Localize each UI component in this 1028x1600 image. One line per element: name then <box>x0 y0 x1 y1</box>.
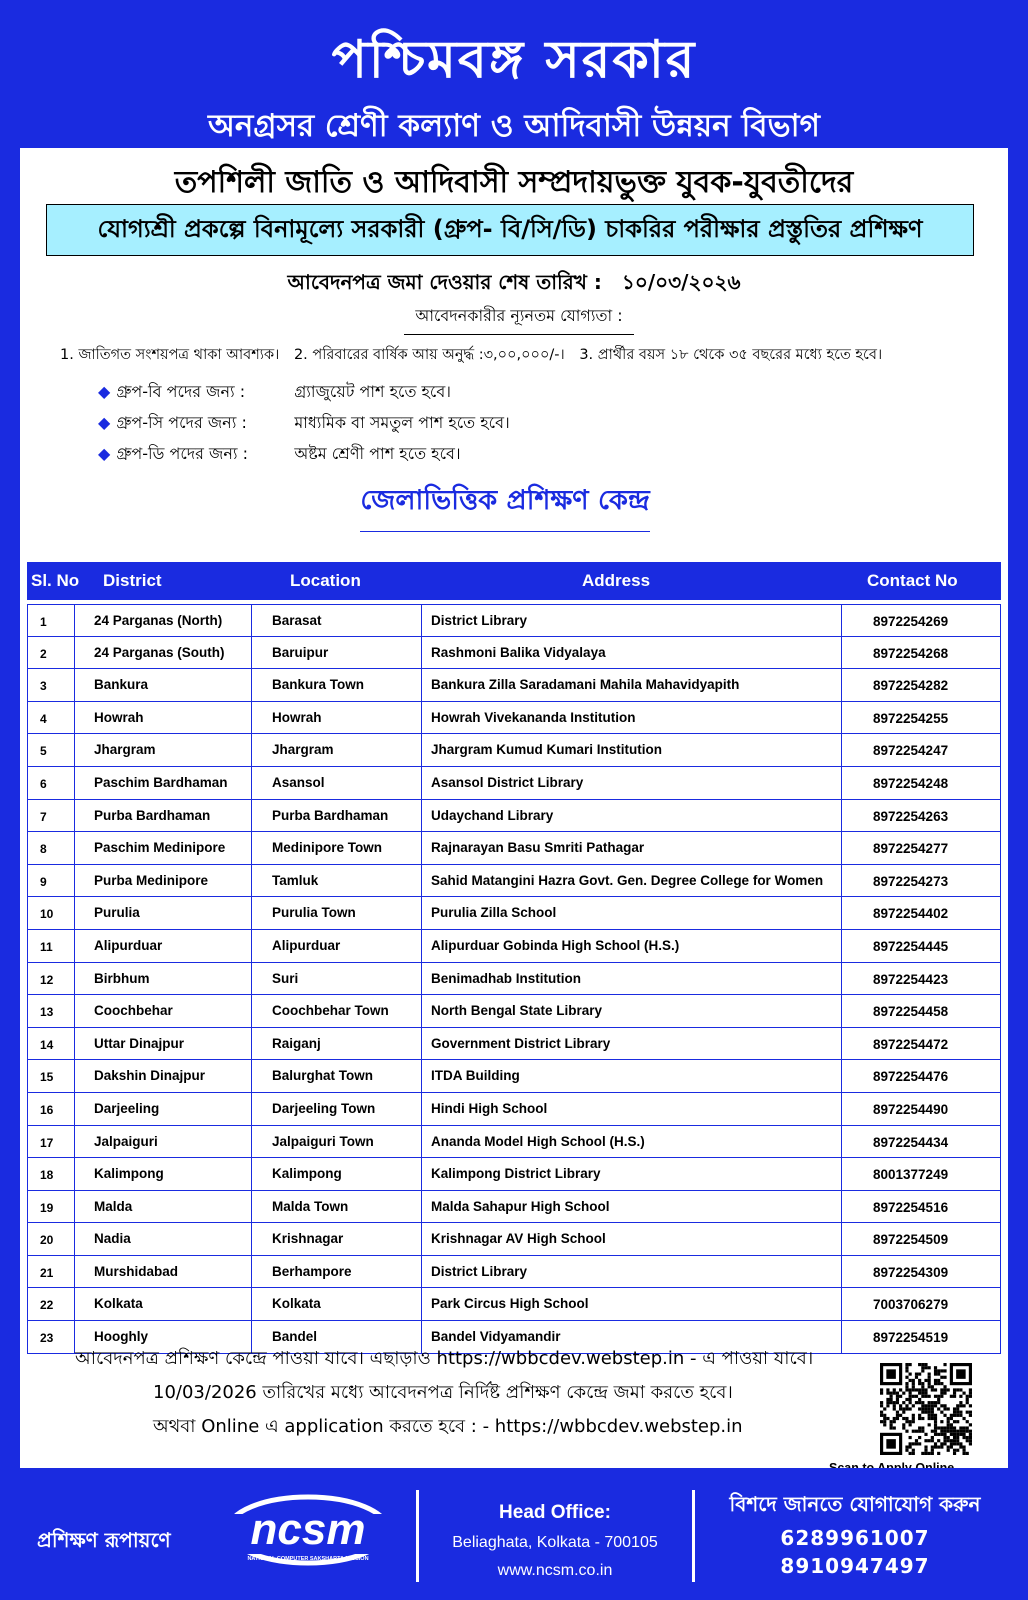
row-location: Bandel <box>251 1321 421 1353</box>
row-address: District Library <box>421 1256 841 1288</box>
diamond-bullet-icon: ◆ <box>98 382 111 401</box>
row-contact: 8972254268 <box>841 637 1001 669</box>
row-location: Asansol <box>251 767 421 799</box>
row-address: Ananda Model High School (H.S.) <box>421 1126 841 1158</box>
row-contact: 8972254263 <box>841 800 1001 832</box>
row-location: Darjeeling Town <box>251 1093 421 1125</box>
diamond-bullet-icon: ◆ <box>98 413 111 432</box>
table-row <box>28 963 1000 996</box>
deadline-label: আবেদনপত্র জমা দেওয়ার শেষ তারিখ : <box>287 270 602 294</box>
deadline-date: ১০/০৩/২০২৬ <box>621 270 741 294</box>
row-district: Kalimpong <box>74 1158 251 1190</box>
post-name: গ্রুপ-বি পদের জন্য : <box>116 382 246 401</box>
row-serial: 8 <box>40 842 47 857</box>
website-link[interactable]: www.ncsm.co.in <box>497 1562 613 1579</box>
post-requirements <box>98 376 510 469</box>
row-contact: 8972254509 <box>841 1223 1001 1255</box>
row-address: Park Circus High School <box>421 1288 841 1320</box>
row-serial: 9 <box>40 874 47 889</box>
row-location: Suri <box>251 963 421 995</box>
table-row <box>28 767 1000 800</box>
row-address: North Bengal State Library <box>421 995 841 1027</box>
logo-text: ncsm <box>250 1505 366 1554</box>
row-location: Howrah <box>251 702 421 734</box>
row-contact: 8972254255 <box>841 702 1001 734</box>
row-contact: 8972254269 <box>841 605 1001 636</box>
row-address: Kalimpong District Library <box>421 1158 841 1190</box>
table-row <box>28 995 1000 1028</box>
row-contact: 7003706279 <box>841 1288 1001 1320</box>
row-serial: 1 <box>40 615 47 629</box>
scheme-title: যোগ্যশ্রী প্রকল্পে বিনামূল্যে সরকারী (গ্রুপ- বি/সি/ডি) চাকরির পরীক্ষার প্রস্তুতির প্রশিক্ষণ <box>46 204 974 256</box>
row-district: Uttar Dinajpur <box>74 1028 251 1060</box>
row-address: Purulia Zilla School <box>421 897 841 929</box>
phone-number[interactable]: 6289961007 <box>780 1526 930 1550</box>
row-serial: 16 <box>40 1102 54 1117</box>
row-address: District Library <box>421 605 841 636</box>
row-district: Coochbehar <box>74 995 251 1027</box>
row-contact: 8001377249 <box>841 1158 1001 1190</box>
table-row <box>28 669 1000 702</box>
row-contact: 8972254282 <box>841 669 1001 701</box>
row-district: Bankura <box>74 669 251 701</box>
post-requirement: অষ্টম শ্রেণী পাশ হতে হবে। <box>294 444 461 463</box>
table-row <box>28 1060 1000 1093</box>
row-district: Paschim Medinipore <box>74 832 251 864</box>
row-address: Howrah Vivekananda Institution <box>421 702 841 734</box>
row-location: Baruipur <box>251 637 421 669</box>
row-location: Raiganj <box>251 1028 421 1060</box>
row-address: Hindi High School <box>421 1093 841 1125</box>
row-serial: 19 <box>40 1200 54 1215</box>
row-serial: 14 <box>40 1037 54 1052</box>
row-contact: 8972254490 <box>841 1093 1001 1125</box>
row-district: Kolkata <box>74 1288 251 1320</box>
row-location: Kalimpong <box>251 1158 421 1190</box>
column-header-contact: Contact No <box>867 571 958 590</box>
row-location: Barasat <box>251 605 421 636</box>
deadline <box>20 268 1008 301</box>
column-header-address: Address <box>582 571 651 590</box>
row-serial: 3 <box>40 679 47 694</box>
qr-code[interactable] <box>880 1363 972 1455</box>
row-address: Asansol District Library <box>421 767 841 799</box>
row-address: Benimadhab Institution <box>421 963 841 995</box>
post-item <box>98 376 510 407</box>
head-office-address: Beliaghata, Kolkata - 700105 <box>452 1534 658 1551</box>
row-district: Purba Bardhaman <box>74 800 251 832</box>
row-contact: 8972254402 <box>841 897 1001 929</box>
row-location: Tamluk <box>251 865 421 897</box>
table-row <box>28 800 1000 833</box>
row-contact: 8972254519 <box>841 1321 1001 1353</box>
row-location: Malda Town <box>251 1191 421 1223</box>
footer-divider <box>692 1490 695 1582</box>
row-contact: 8972254434 <box>841 1126 1001 1158</box>
row-address: Sahid Matangini Hazra Govt. Gen. Degree College for Women <box>421 865 841 897</box>
row-contact: 8972254423 <box>841 963 1001 995</box>
row-address: Government District Library <box>421 1028 841 1060</box>
table-row <box>28 1191 1000 1224</box>
training-centres-table <box>27 604 1001 1354</box>
notice-headline: তপশিলী জাতি ও আদিবাসী সম্প্রদায়ভুক্ত যুবক-যুবতীদের <box>174 165 854 200</box>
row-serial: 21 <box>40 1265 54 1280</box>
logo-subtext: NATIONAL COMPUTER SAKSHARTA MISSION <box>247 1556 369 1562</box>
row-district: Hooghly <box>74 1321 251 1353</box>
government-title: পশ্চিমবঙ্গ সরকার <box>331 30 697 90</box>
table-row <box>28 1126 1000 1159</box>
row-address: Bandel Vidyamandir <box>421 1321 841 1353</box>
row-serial: 23 <box>40 1331 54 1346</box>
table-row <box>28 1288 1000 1321</box>
column-header-location: Location <box>290 571 361 590</box>
table-row <box>28 637 1000 670</box>
table-row <box>28 734 1000 767</box>
footer-divider <box>416 1490 419 1582</box>
row-contact: 8972254277 <box>841 832 1001 864</box>
row-contact: 8972254273 <box>841 865 1001 897</box>
phone-number[interactable]: 8910947497 <box>780 1554 930 1578</box>
post-item <box>98 438 510 469</box>
row-serial: 2 <box>40 646 47 661</box>
post-requirement: মাধ্যমিক বা সমতুল পাশ হতে হবে। <box>294 413 510 432</box>
instruction-line-1: আবেদনপত্র প্রশিক্ষণ কেন্দ্রে পাওয়া যাবে। এছাড়াও https://wbbcdev.webstep.in - এ পাওয়া যাবে। <box>75 1348 814 1369</box>
table-row <box>28 1223 1000 1256</box>
row-district: Nadia <box>74 1223 251 1255</box>
table-row <box>28 832 1000 865</box>
ncsm-logo <box>222 1484 398 1574</box>
row-location: Purulia Town <box>251 897 421 929</box>
row-serial: 15 <box>40 1070 54 1085</box>
row-serial: 13 <box>40 1005 54 1020</box>
column-header-district: District <box>103 571 162 590</box>
row-location: Berhampore <box>251 1256 421 1288</box>
row-district: Darjeeling <box>74 1093 251 1125</box>
row-district: Paschim Bardhaman <box>74 767 251 799</box>
row-location: Bankura Town <box>251 669 421 701</box>
row-district: Howrah <box>74 702 251 734</box>
post-requirement: গ্র্যাজুয়েট পাশ হতে হবে। <box>294 382 451 401</box>
table-row <box>28 1028 1000 1061</box>
row-address: Bankura Zilla Saradamani Mahila Mahavidyapith <box>421 669 841 701</box>
row-contact: 8972254516 <box>841 1191 1001 1223</box>
row-serial: 7 <box>40 809 47 824</box>
row-address: Malda Sahapur High School <box>421 1191 841 1223</box>
row-location: Alipurduar <box>251 930 421 962</box>
row-address: Rashmoni Balika Vidyalaya <box>421 637 841 669</box>
row-address: ITDA Building <box>421 1060 841 1092</box>
row-serial: 11 <box>40 939 53 954</box>
row-district: Alipurduar <box>74 930 251 962</box>
qualification-heading: আবেদনকারীর ন্যূনতম যোগ্যতা : <box>404 303 634 335</box>
row-serial: 22 <box>40 1298 54 1313</box>
row-district: Jhargram <box>74 734 251 766</box>
row-serial: 12 <box>40 972 54 987</box>
row-serial: 6 <box>40 776 47 791</box>
row-location: Purba Bardhaman <box>251 800 421 832</box>
row-address: Udaychand Library <box>421 800 841 832</box>
row-serial: 10 <box>40 907 54 922</box>
row-contact: 8972254445 <box>841 930 1001 962</box>
row-location: Medinipore Town <box>251 832 421 864</box>
table-row <box>28 1256 1000 1289</box>
row-serial: 20 <box>40 1233 54 1248</box>
row-contact: 8972254476 <box>841 1060 1001 1092</box>
table-row <box>28 897 1000 930</box>
instruction-line-2: 10/03/2026 তারিখের মধ্যে আবেদনপত্র নির্দিষ্ট প্রশিক্ষণ কেন্দ্রে জমা করতে হবে। <box>153 1382 733 1403</box>
notice-panel <box>20 148 1008 1468</box>
row-serial: 17 <box>40 1135 54 1150</box>
post-name: গ্রুপ-সি পদের জন্য : <box>116 413 247 432</box>
row-location: Krishnagar <box>251 1223 421 1255</box>
contact-heading: বিশদে জানতে যোগাযোগ করুন <box>729 1492 981 1516</box>
row-location: Coochbehar Town <box>251 995 421 1027</box>
table-row <box>28 930 1000 963</box>
row-contact: 8972254472 <box>841 1028 1001 1060</box>
post-item <box>98 407 510 438</box>
instruction-line-3: অথবা Online এ application করতে হবে : - https://wbbcdev.webstep.in <box>153 1416 743 1437</box>
row-location: Kolkata <box>251 1288 421 1320</box>
row-contact: 8972254309 <box>841 1256 1001 1288</box>
row-serial: 4 <box>40 711 47 726</box>
criterion-income: 2. পরিবারের বার্ষিক আয় অনুর্দ্ধ :৩,০০,০০০/-। <box>293 347 565 363</box>
row-district: Birbhum <box>74 963 251 995</box>
row-district: Malda <box>74 1191 251 1223</box>
training-by-label: প্রশিক্ষণ রূপায়ণে <box>37 1528 171 1552</box>
row-contact: 8972254458 <box>841 995 1001 1027</box>
row-address: Rajnarayan Basu Smriti Pathagar <box>421 832 841 864</box>
row-location: Balurghat Town <box>251 1060 421 1092</box>
header-banner <box>0 0 1028 148</box>
criterion-age: 3. প্রার্থীর বয়স ১৮ থেকে ৩৫ বছরের মধ্যে হতে হবে। <box>579 347 883 363</box>
column-header-sl: Sl. No <box>31 571 80 590</box>
row-address: Jhargram Kumud Kumari Institution <box>421 734 841 766</box>
footer <box>0 1468 1028 1600</box>
row-district: 24 Parganas (North) <box>74 605 251 636</box>
department-title: অনগ্রসর শ্রেণী কল্যাণ ও আদিবাসী উন্নয়ন বিভাগ <box>208 108 820 144</box>
row-district: Jalpaiguri <box>74 1126 251 1158</box>
table-header <box>27 562 1001 600</box>
row-serial: 18 <box>40 1168 54 1183</box>
table-row <box>28 604 1000 637</box>
eligibility-criteria <box>60 344 1000 368</box>
table-row <box>28 702 1000 735</box>
row-contact: 8972254248 <box>841 767 1001 799</box>
row-district: Dakshin Dinajpur <box>74 1060 251 1092</box>
table-row <box>28 865 1000 898</box>
row-serial: 5 <box>40 744 47 759</box>
row-district: Purba Medinipore <box>74 865 251 897</box>
row-contact: 8972254247 <box>841 734 1001 766</box>
centres-heading: জেলাভিত্তিক প্রশিক্ষণ কেন্দ্র <box>360 480 650 532</box>
table-row <box>28 1093 1000 1126</box>
row-location: Jhargram <box>251 734 421 766</box>
row-district: 24 Parganas (South) <box>74 637 251 669</box>
row-address: Krishnagar AV High School <box>421 1223 841 1255</box>
row-district: Murshidabad <box>74 1256 251 1288</box>
criterion-caste: 1. জাতিগত সংশয়পত্র থাকা আবশ্যক। <box>60 347 280 363</box>
table-row <box>28 1158 1000 1191</box>
post-name: গ্রুপ-ডি পদের জন্য : <box>116 444 249 463</box>
row-address: Alipurduar Gobinda High School (H.S.) <box>421 930 841 962</box>
row-location: Jalpaiguri Town <box>251 1126 421 1158</box>
row-district: Purulia <box>74 897 251 929</box>
diamond-bullet-icon: ◆ <box>98 444 111 463</box>
head-office-title: Head Office: <box>499 1502 611 1523</box>
